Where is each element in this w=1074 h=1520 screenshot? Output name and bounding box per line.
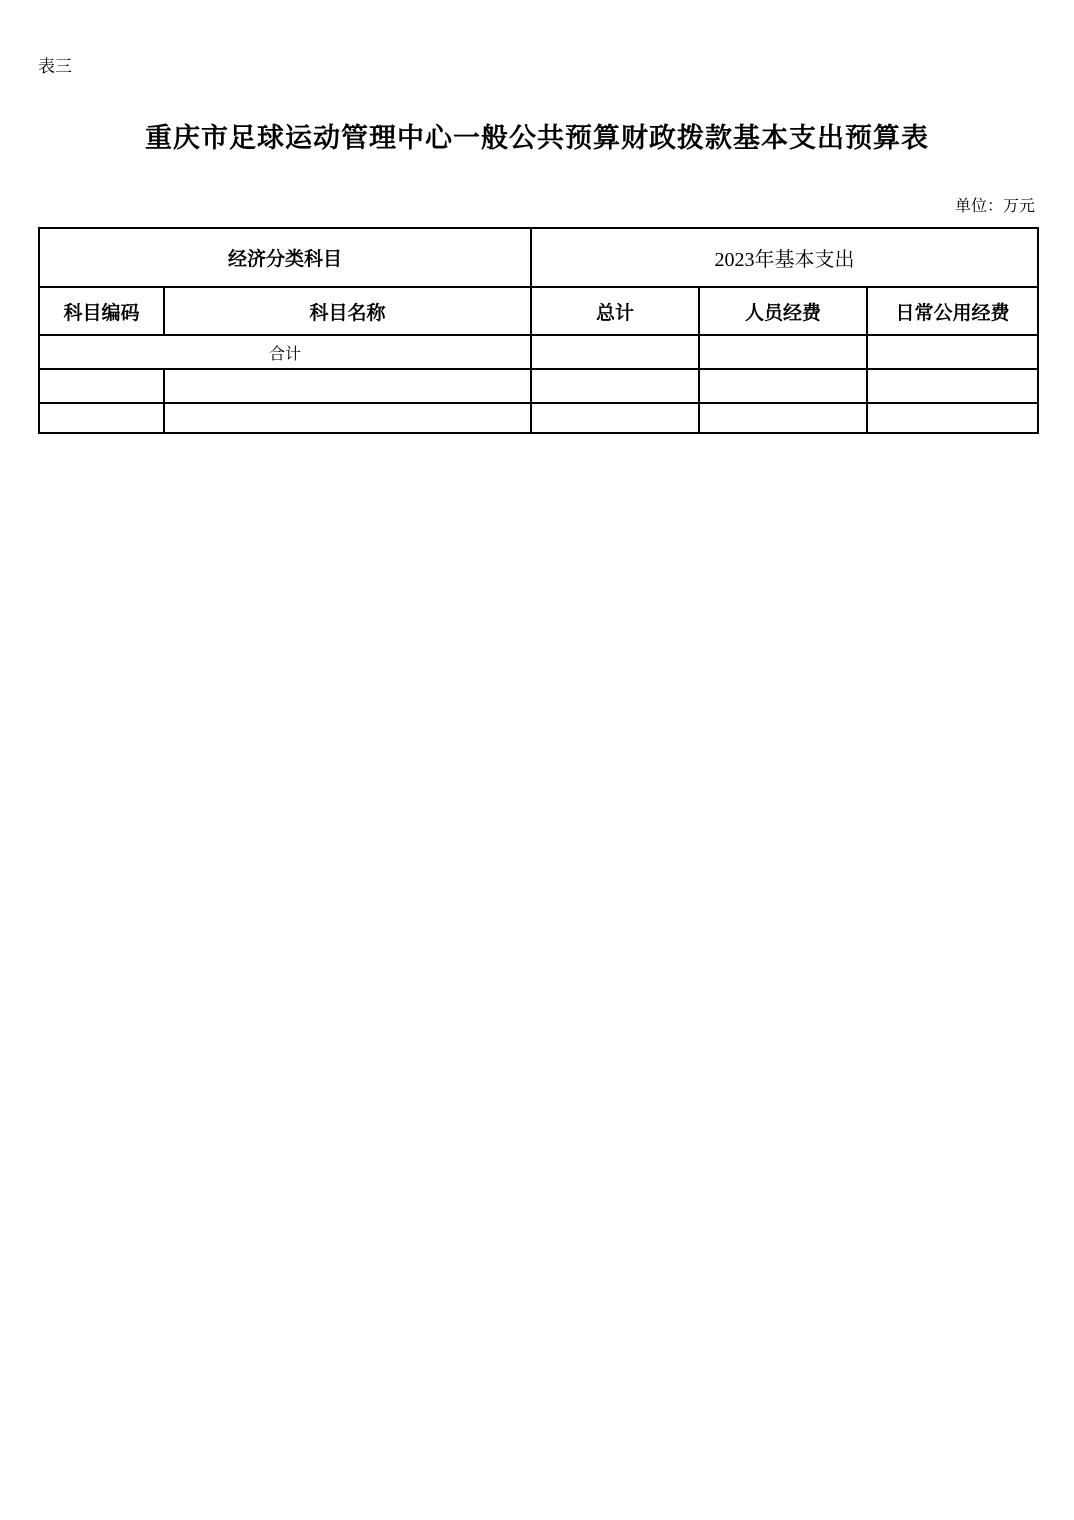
row2-code-cell bbox=[39, 403, 164, 433]
table-number-label: 表三 bbox=[38, 57, 72, 76]
group-header-row bbox=[39, 228, 1038, 287]
row2-name-cell bbox=[164, 403, 531, 433]
table-row bbox=[39, 403, 1038, 433]
unit-note: 单位：万元 bbox=[954, 198, 1035, 215]
row1-total-cell bbox=[531, 369, 699, 403]
table-row bbox=[39, 369, 1038, 403]
total-row-personnel-cell bbox=[699, 335, 867, 369]
group-header-2023-basic-expenditure: 2023年基本支出 bbox=[531, 228, 1038, 287]
group-header-economic-category: 经济分类科目 bbox=[39, 228, 531, 287]
column-header-total: 总计 bbox=[531, 287, 699, 335]
column-header-personnel-expense: 人员经费 bbox=[699, 287, 867, 335]
row1-code-cell bbox=[39, 369, 164, 403]
total-row-daily-public-cell bbox=[867, 335, 1038, 369]
row2-personnel-cell bbox=[699, 403, 867, 433]
page-title: 重庆市足球运动管理中心一般公共预算财政拨款基本支出预算表 bbox=[145, 123, 929, 153]
column-header-daily-public-expense: 日常公用经费 bbox=[867, 287, 1038, 335]
column-header-row bbox=[39, 287, 1038, 335]
total-row-label: 合计 bbox=[39, 335, 531, 369]
total-row bbox=[39, 335, 1038, 369]
budget-table bbox=[38, 227, 1039, 434]
row2-daily-public-cell bbox=[867, 403, 1038, 433]
row1-name-cell bbox=[164, 369, 531, 403]
column-header-subject-name: 科目名称 bbox=[164, 287, 531, 335]
total-row-total-cell bbox=[531, 335, 699, 369]
row1-daily-public-cell bbox=[867, 369, 1038, 403]
row1-personnel-cell bbox=[699, 369, 867, 403]
column-header-subject-code: 科目编码 bbox=[39, 287, 164, 335]
row2-total-cell bbox=[531, 403, 699, 433]
